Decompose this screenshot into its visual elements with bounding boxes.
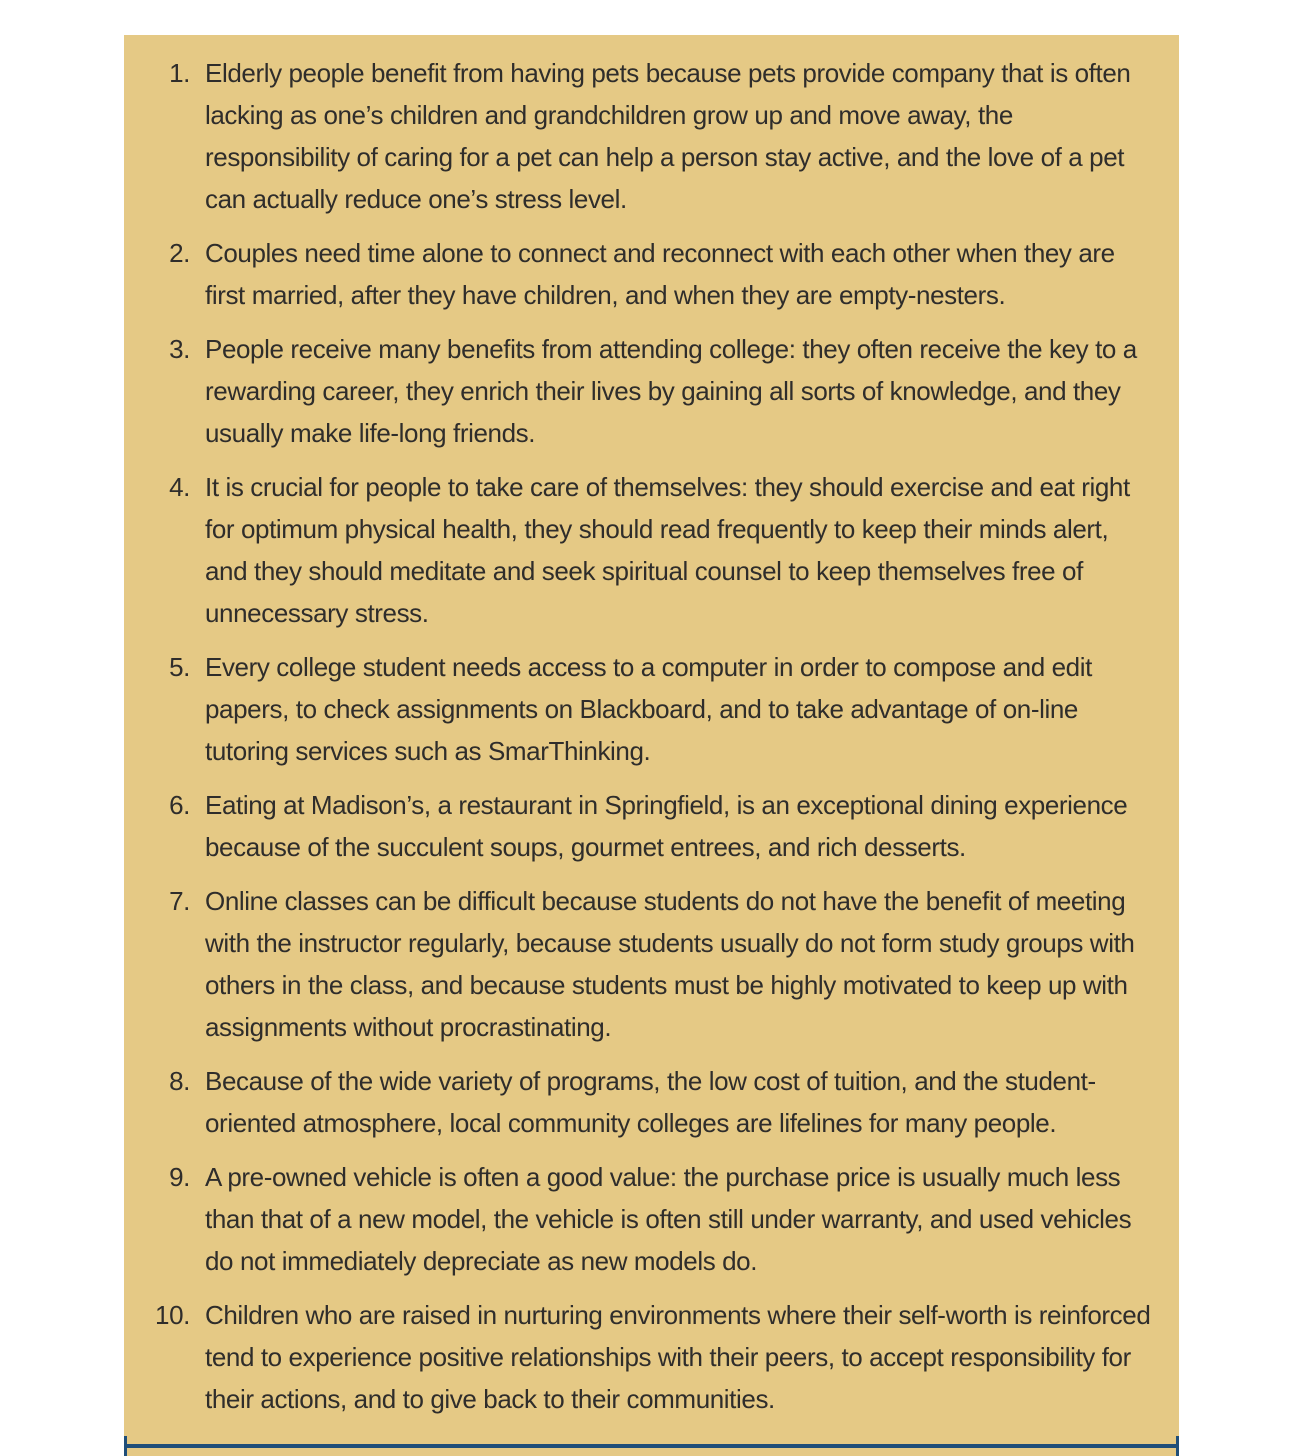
list-item [124, 784, 1179, 868]
bottom-divider [124, 1444, 1179, 1448]
item-text: Because of the wide variety of programs, the low cost of tuition, and the student-oriented atmosphere, local community colleges are lifelines for many people. [205, 1066, 1096, 1138]
item-number: 1. [169, 58, 190, 88]
list-item [124, 232, 1179, 316]
item-number: 2. [169, 238, 190, 268]
item-text: Every college student needs access to a computer in order to compose and edit papers, to check assignments on Blackboard, and to take advantage of on-line tutoring services such as SmarThinking. [205, 652, 1092, 766]
list-item [124, 466, 1179, 634]
list-item [124, 880, 1179, 1048]
list-item [124, 1156, 1179, 1282]
item-text: People receive many benefits from attending college: they often receive the key to a rewarding career, they enrich their lives by gaining all sorts of knowledge, and they usually make life-long friends. [205, 334, 1137, 448]
list-item [124, 646, 1179, 772]
item-number: 5. [169, 652, 190, 682]
item-number: 3. [169, 334, 190, 364]
item-text: Children who are raised in nurturing environments where their self-worth is reinforced tend to experience positive relationships with their peers, to accept responsibility for their actions, and to give back to their communities. [205, 1300, 1151, 1414]
item-number: 6. [169, 790, 190, 820]
item-text: Online classes can be difficult because students do not have the benefit of meeting with the instructor regularly, because students usually do not form study groups with others in the class, and because students must be highly motivated to keep up with assignments without procrastinating. [205, 886, 1135, 1042]
list-item [124, 1294, 1179, 1420]
list-item [124, 1060, 1179, 1144]
item-text: A pre-owned vehicle is often a good value: the purchase price is usually much less than that of a new model, the vehicle is often still under warranty, and used vehicles do not immediately depreciate as new models do. [205, 1162, 1132, 1276]
divider-cap-right [1176, 1436, 1179, 1456]
item-text: Eating at Madison’s, a restaurant in Springfield, is an exceptional dining experience because of the succulent soups, gourmet entrees, and rich desserts. [205, 790, 1128, 862]
list-item [124, 52, 1179, 220]
item-number: 7. [169, 886, 190, 916]
item-number: 8. [169, 1066, 190, 1096]
item-text: Couples need time alone to connect and reconnect with each other when they are first married, after they have children, and when they are empty-nesters. [205, 238, 1115, 310]
statements-panel [124, 35, 1179, 1456]
item-number: 9. [169, 1162, 190, 1192]
item-text: Elderly people benefit from having pets because pets provide company that is often lacking as one’s children and grandchildren grow up and move away, the responsibility of caring for a pet can help a person stay active, and the love of a pet can actually reduce one’s stress level. [205, 58, 1131, 214]
item-number: 4. [169, 472, 190, 502]
item-number: 10. [155, 1300, 190, 1330]
divider-cap-left [124, 1436, 127, 1456]
item-text: It is crucial for people to take care of themselves: they should exercise and eat right for optimum physical health, they should read frequently to keep their minds alert, and they should meditate and seek spiritual counsel to keep themselves free of unnecessary stress. [205, 472, 1130, 628]
list-item [124, 328, 1179, 454]
statement-list [124, 52, 1179, 1432]
